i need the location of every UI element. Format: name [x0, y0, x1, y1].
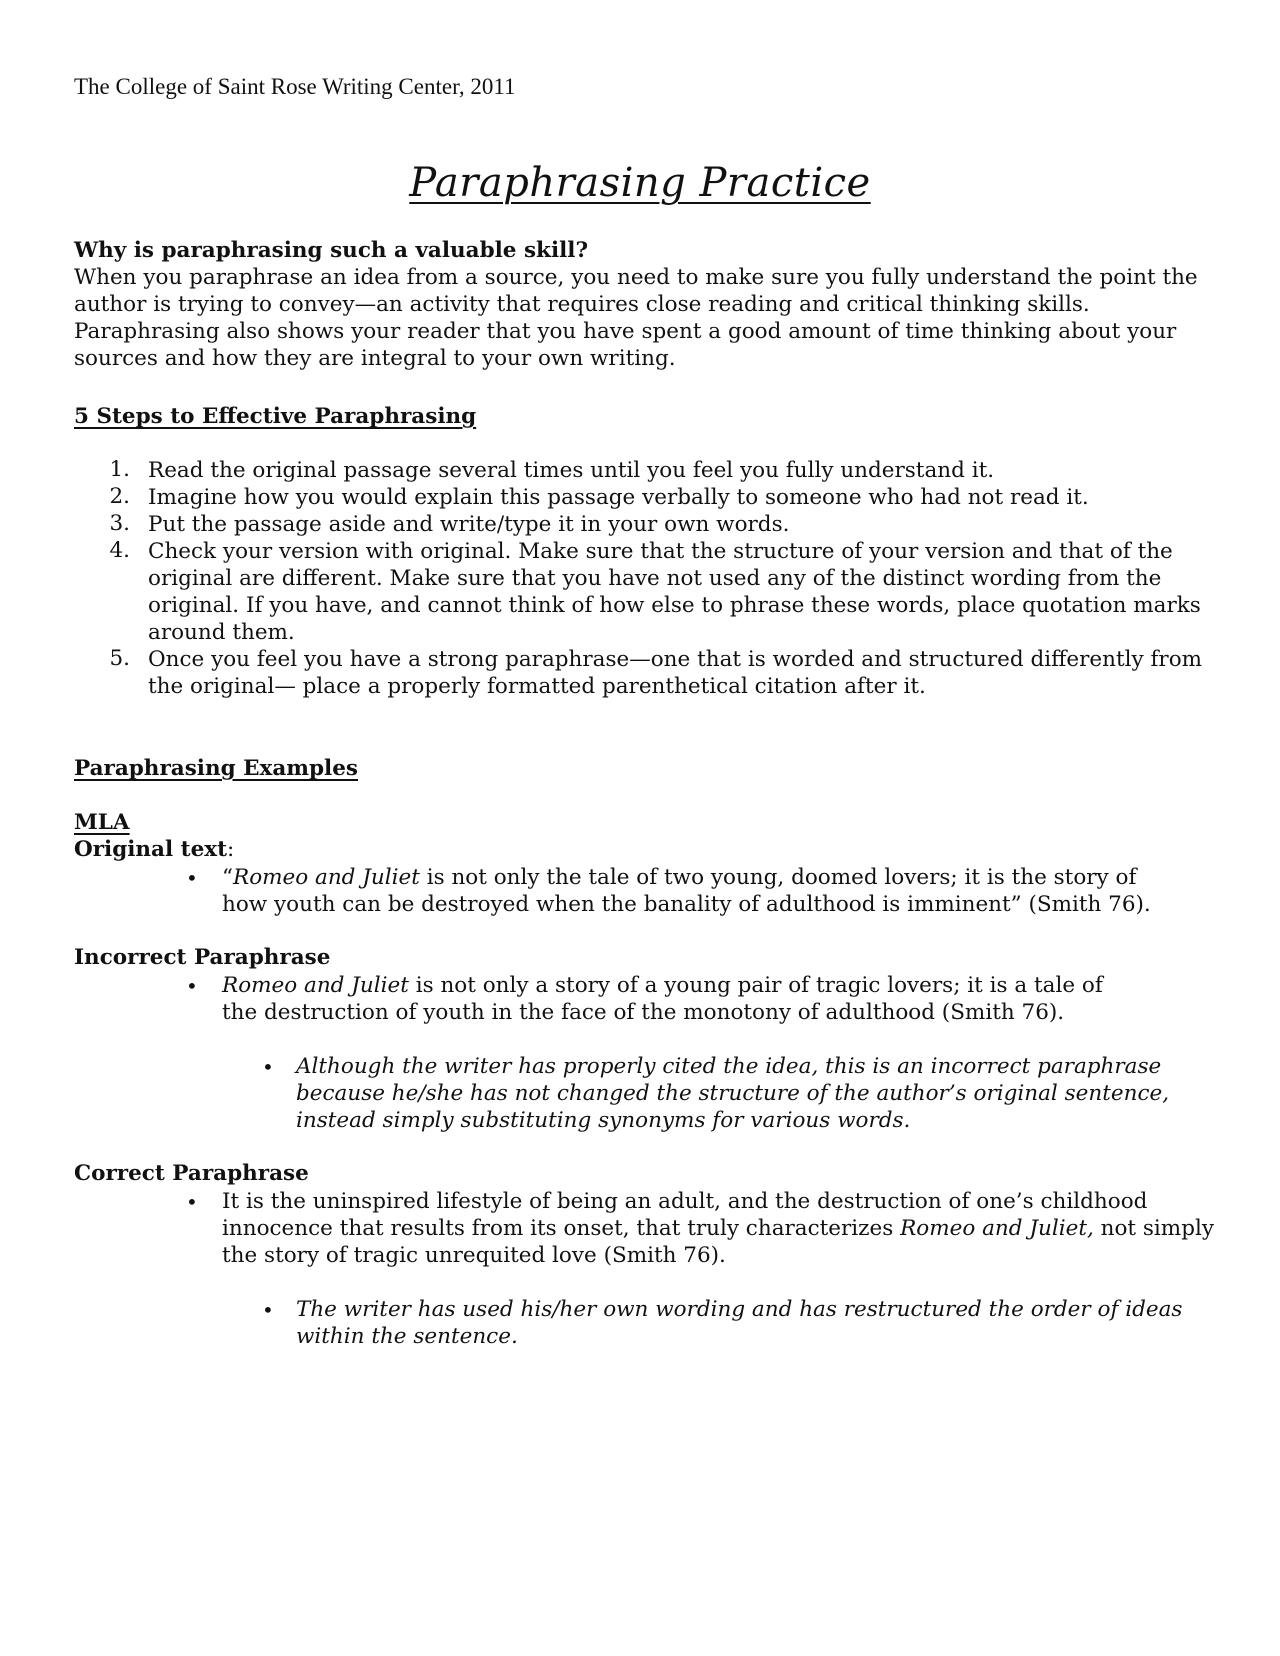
- step-number: 4.: [109, 538, 130, 563]
- step-text: original are different. Make sure that you have not used any of the distinct wording from the: [148, 566, 1162, 591]
- steps-heading: 5 Steps to Effective Paraphrasing: [74, 404, 477, 429]
- correct-paraphrase-line: the story of tragic unrequited love (Smith 76).: [222, 1243, 726, 1268]
- bullet-icon: •: [186, 866, 198, 890]
- why-paragraph-line: When you paraphrase an idea from a source, you need to make sure you fully understand the point the: [74, 265, 1198, 290]
- bullet-icon: •: [262, 1055, 274, 1079]
- original-quote-line: “Romeo and Juliet is not only the tale of two young, doomed lovers; it is the story of: [222, 865, 1137, 890]
- original-quote-line: how youth can be destroyed when the banality of adulthood is imminent” (Smith 76).: [222, 892, 1151, 917]
- incorrect-paraphrase-line: the destruction of youth in the face of the monotony of adulthood (Smith 76).: [222, 1000, 1065, 1025]
- incorrect-paraphrase-line: Romeo and Juliet is not only a story of a young pair of tragic lovers; it is a tale of: [222, 973, 1103, 998]
- correct-paraphrase-line: It is the uninspired lifestyle of being an adult, and the destruction of one’s childhood: [222, 1189, 1148, 1214]
- step-number: 2.: [109, 484, 130, 509]
- bullet-icon: •: [186, 1190, 198, 1214]
- why-paragraph-line: Paraphrasing also shows your reader that you have spent a good amount of time thinking about your: [74, 319, 1177, 344]
- correct-paraphrase-label: Correct Paraphrase: [74, 1161, 309, 1186]
- original-text-label: Original text:: [74, 837, 235, 862]
- page-title: Paraphrasing Practice: [409, 160, 871, 206]
- examples-heading: Paraphrasing Examples: [74, 756, 358, 781]
- incorrect-note-line: instead simply substituting synonyms for various words.: [296, 1108, 911, 1133]
- step-text: around them.: [148, 620, 295, 645]
- correct-paraphrase-line: innocence that results from its onset, that truly characterizes Romeo and Juliet, not simply: [222, 1216, 1214, 1241]
- step-text: Put the passage aside and write/type it in your own words.: [148, 512, 790, 537]
- correct-note-line: within the sentence.: [296, 1324, 518, 1349]
- incorrect-paraphrase-label: Incorrect Paraphrase: [74, 945, 331, 970]
- step-text: the original— place a properly formatted parenthetical citation after it.: [148, 674, 926, 699]
- step-number: 1.: [109, 457, 130, 482]
- header-org-line: The College of Saint Rose Writing Center, 2011: [74, 74, 516, 99]
- step-number: 3.: [109, 511, 130, 536]
- incorrect-note-line: because he/she has not changed the structure of the author’s original sentence,: [296, 1081, 1170, 1106]
- step-text: Once you feel you have a strong paraphrase—one that is worded and structured differently from: [148, 647, 1203, 672]
- incorrect-note-line: Although the writer has properly cited the idea, this is an incorrect paraphrase: [296, 1054, 1162, 1079]
- step-text: original. If you have, and cannot think of how else to phrase these words, place quotation marks: [148, 593, 1201, 618]
- bullet-icon: •: [262, 1298, 274, 1322]
- step-text: Imagine how you would explain this passage verbally to someone who had not read it.: [148, 485, 1089, 510]
- step-text: Check your version with original. Make sure that the structure of your version and that of the: [148, 539, 1173, 564]
- correct-note-line: The writer has used his/her own wording and has restructured the order of ideas: [296, 1297, 1183, 1322]
- style-label-mla: MLA: [74, 810, 130, 835]
- bullet-icon: •: [186, 974, 198, 998]
- step-number: 5.: [109, 646, 130, 671]
- step-text: Read the original passage several times until you feel you fully understand it.: [148, 458, 995, 483]
- why-paragraph-line: author is trying to convey—an activity that requires close reading and critical thinking skills.: [74, 292, 1090, 317]
- why-paragraph-line: sources and how they are integral to your own writing.: [74, 346, 676, 371]
- why-heading: Why is paraphrasing such a valuable skill?: [74, 238, 589, 263]
